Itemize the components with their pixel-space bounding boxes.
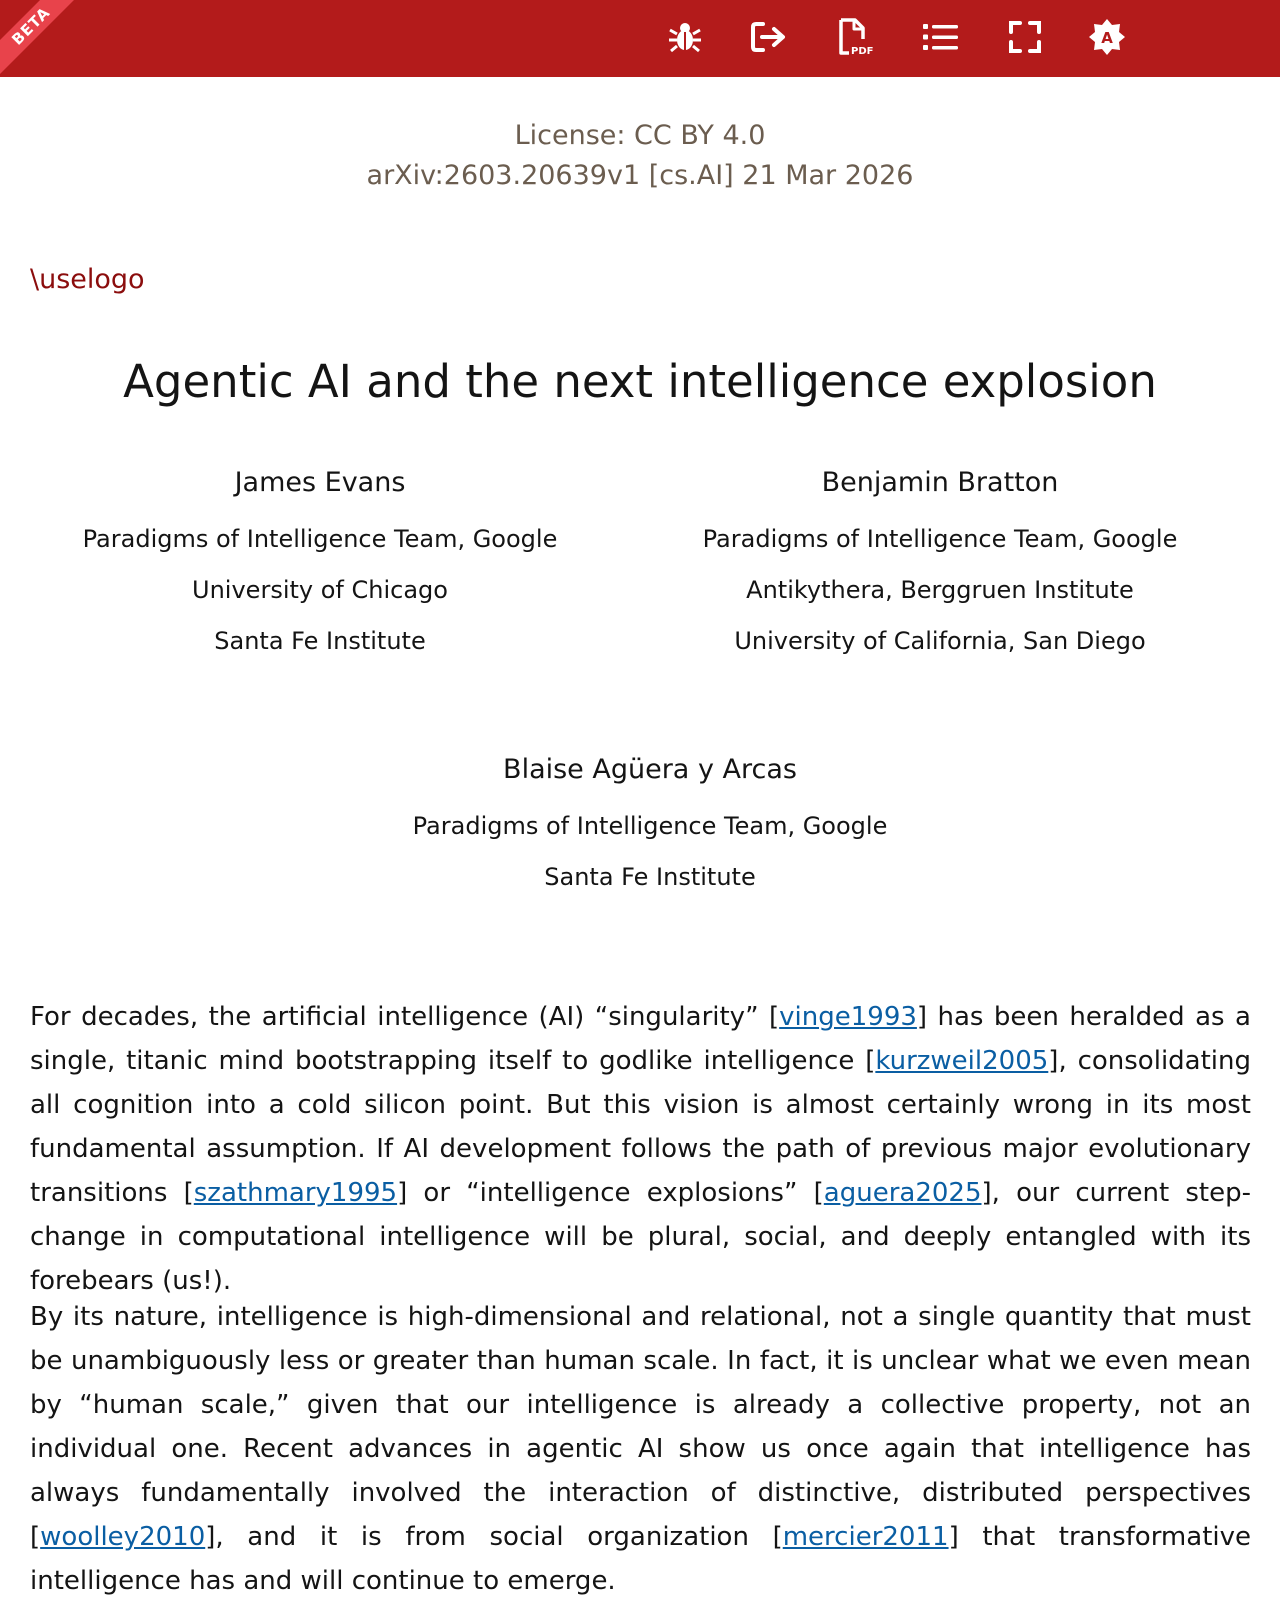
author-block xyxy=(390,755,910,915)
paragraph-text: ], and it is from social organization [ xyxy=(205,1522,783,1552)
author-affiliation: Paradigms of Intelligence Team, Google xyxy=(82,525,558,553)
author-affiliation: Antikythera, Berggruen Institute xyxy=(746,576,1134,604)
paragraph-2 xyxy=(30,1295,1251,1603)
author-name: James Evans xyxy=(234,467,406,498)
sign-out-icon xyxy=(749,19,789,55)
svg-text:PDF: PDF xyxy=(851,46,874,57)
theme-icon xyxy=(1087,17,1127,57)
back-to-abstract-button[interactable] xyxy=(747,15,791,59)
citation-link[interactable]: woolley2010 xyxy=(40,1522,206,1552)
top-bar xyxy=(0,0,1280,77)
citation-link[interactable]: szathmary1995 xyxy=(193,1178,398,1208)
list-icon xyxy=(921,19,961,55)
paragraph-text: ], consolidating all cognition into a cold silicon point. But this vision is almost certainly wrong in its most fundamental assumption. If AI development follows the path of previous major evolutionary transitions [ xyxy=(30,1046,1252,1208)
pdf-icon xyxy=(835,17,875,57)
paragraph-text: By its nature, intelligence is high-dimensional and relational, not a single quantity that must be unambiguously less or greater than human scale. In fact, it is unclear what we even mean by “human scale,” given that our intelligence is already a collective property, not an individual one. Recent advances in agentic AI show us once again that intelligence has always fundamentally involved the interaction of distinctive, distributed perspectives [ xyxy=(30,1302,1251,1552)
report-bug-button[interactable] xyxy=(663,15,707,59)
author-name: Benjamin Bratton xyxy=(821,467,1059,498)
paragraph-text: ] that transformative intelligence has and will continue to emerge. xyxy=(30,1522,1251,1596)
arxiv-identifier: arXiv:2603.20639v1 [cs.AI] 21 Mar 2026 xyxy=(366,160,914,191)
download-pdf-button[interactable] xyxy=(833,15,877,59)
citation-link[interactable]: aguera2025 xyxy=(823,1178,982,1208)
author-affiliation: Santa Fe Institute xyxy=(214,627,426,655)
paragraph-text: ] or “intelligence explosions” [ xyxy=(397,1178,824,1208)
author-affiliation: Paradigms of Intelligence Team, Google xyxy=(412,812,888,840)
author-block xyxy=(680,468,1200,679)
author-block xyxy=(60,468,580,679)
author-name: Blaise Agüera y Arcas xyxy=(503,754,797,785)
citation-link[interactable]: vinge1993 xyxy=(779,1002,917,1032)
author-affiliation: University of California, San Diego xyxy=(734,627,1146,655)
beta-ribbon: BETA xyxy=(0,0,85,77)
logo-placeholder-text: \uselogo xyxy=(30,264,145,295)
author-affiliation: Santa Fe Institute xyxy=(544,863,756,891)
paper-title: Agentic AI and the next intelligence explosion xyxy=(123,355,1157,408)
table-of-contents-button[interactable] xyxy=(919,15,963,59)
citation-link[interactable]: mercier2011 xyxy=(782,1522,949,1552)
paragraph-1 xyxy=(30,995,1251,1303)
theme-toggle-button[interactable] xyxy=(1085,15,1129,59)
license-text: License: CC BY 4.0 xyxy=(514,120,766,151)
author-affiliation: Paradigms of Intelligence Team, Google xyxy=(702,525,1178,553)
paragraph-text: ] has been heralded as a single, titanic mind bootstrapping itself to godlike intelligence [ xyxy=(30,1002,1251,1076)
bug-icon xyxy=(667,19,703,55)
paragraph-text: For decades, the artificial intelligence (AI) “singularity” [ xyxy=(30,1002,780,1032)
citation-link[interactable]: kurzweil2005 xyxy=(875,1046,1049,1076)
svg-text:A: A xyxy=(1101,29,1113,47)
paragraph-text: ], our current step-change in computational intelligence will be plural, social, and deeply entangled with its forebears (us!). xyxy=(30,1178,1251,1296)
fullscreen-button[interactable] xyxy=(1003,15,1047,59)
fullscreen-icon xyxy=(1007,19,1043,55)
author-affiliation: University of Chicago xyxy=(192,576,448,604)
